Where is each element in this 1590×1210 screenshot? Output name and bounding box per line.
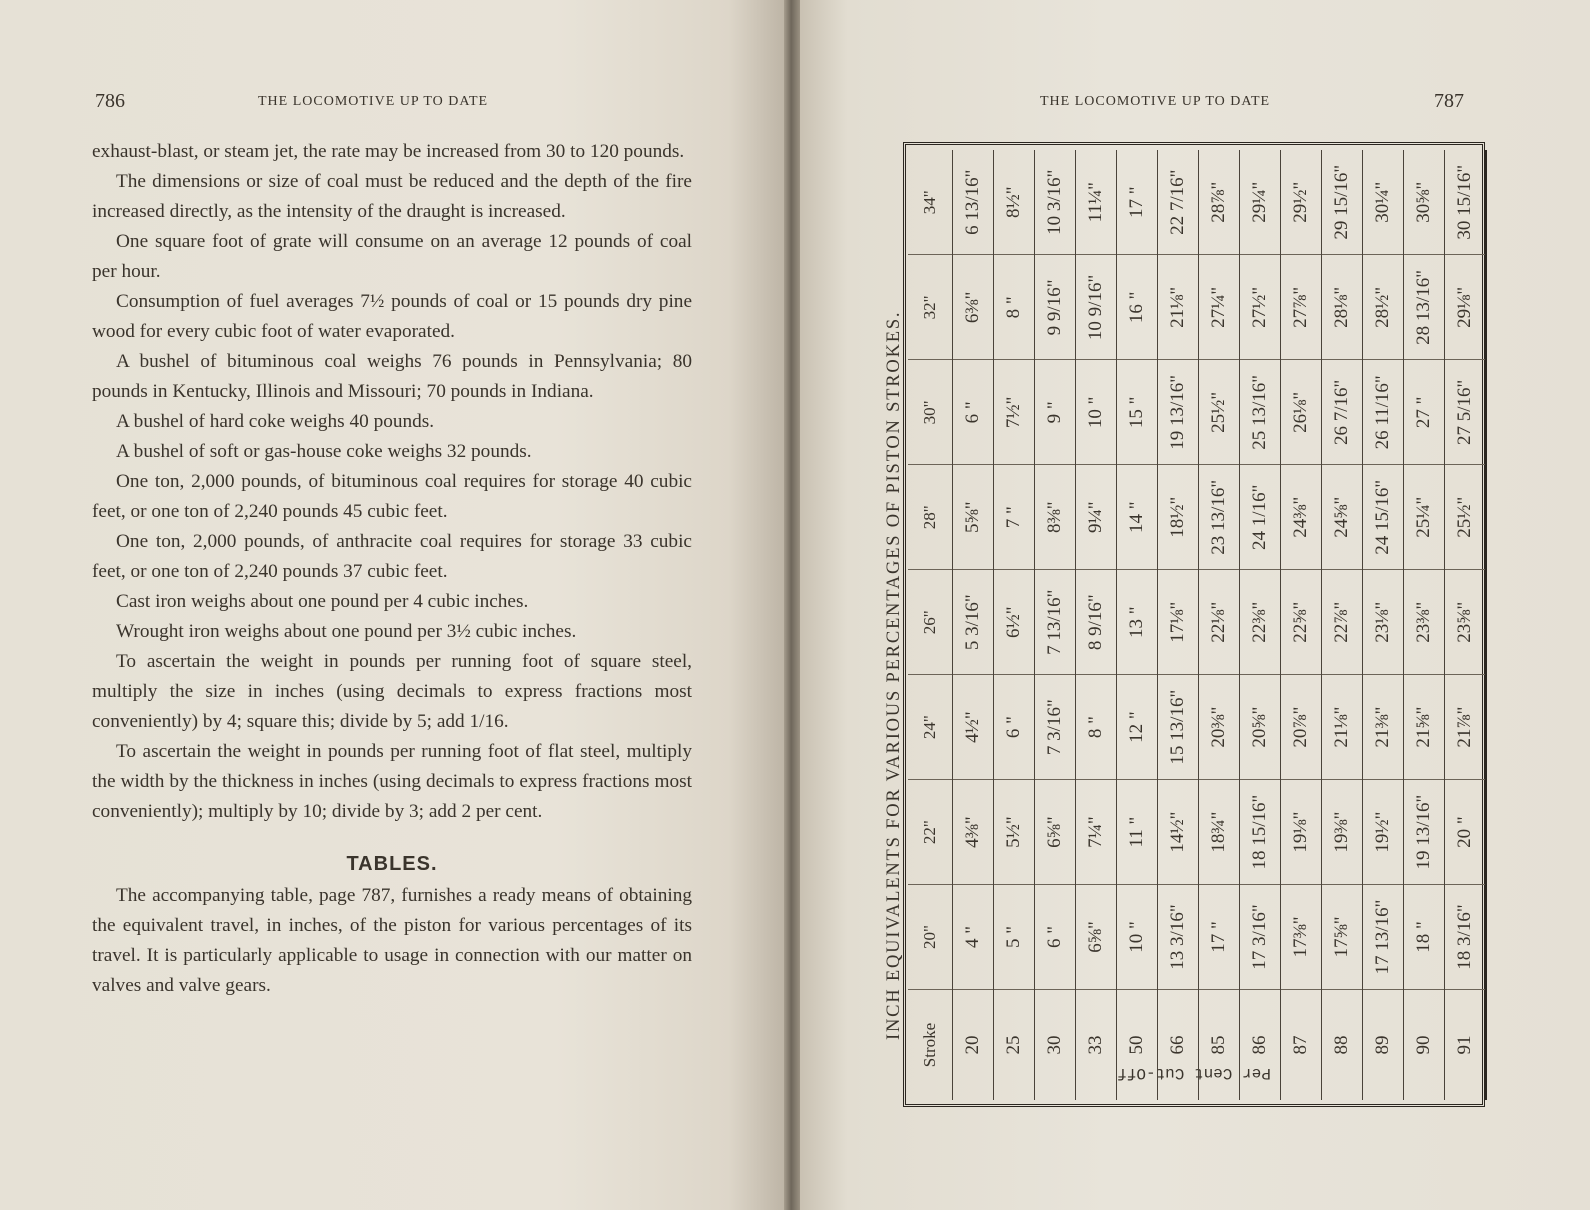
value-cell: 21⅛"	[1158, 255, 1199, 360]
percent-cell: 91	[1445, 990, 1487, 1101]
paragraph: A bushel of hard coke weighs 40 pounds.	[116, 411, 435, 432]
value-cell: 18 "	[1404, 885, 1445, 990]
table-row	[1117, 150, 1158, 1100]
value-cell: 18 3/16"	[1445, 885, 1487, 990]
value-cell: 23⅛"	[1363, 570, 1404, 675]
value-cell: 29½"	[1281, 150, 1322, 255]
column-header: 26"	[908, 570, 953, 675]
value-cell: 7½"	[994, 360, 1035, 465]
paragraph: The accompanying table, page 787, furnishes a ready means of obtaining the equivalent travel, in inches, of the piston for various percentages of its travel. It is particularly applicable to usage in connection with our matter on valves and valve gears.	[92, 885, 692, 996]
value-cell: 21⅞"	[1445, 675, 1487, 780]
column-header: 24"	[908, 675, 953, 780]
percent-cell: 90	[1404, 990, 1445, 1101]
value-cell: 6⅝"	[1035, 780, 1076, 885]
value-cell: 25½"	[1199, 360, 1240, 465]
table-header-row	[908, 150, 953, 1100]
value-cell: 10 3/16"	[1035, 150, 1076, 255]
page-number: 786	[95, 90, 125, 112]
table-row	[1281, 150, 1322, 1100]
value-cell: 25¼"	[1404, 465, 1445, 570]
value-cell: 28 13/16"	[1404, 255, 1445, 360]
value-cell: 22⅞"	[1322, 570, 1363, 675]
paragraph: One square foot of grate will consume on an average 12 pounds of coal per hour.	[92, 231, 692, 282]
value-cell: 4½"	[953, 675, 994, 780]
value-cell: 19 13/16"	[1158, 360, 1199, 465]
value-cell: 5⅝"	[953, 465, 994, 570]
table-row	[1322, 150, 1363, 1100]
running-head: THE LOCOMOTIVE UP TO DATE	[1040, 94, 1271, 109]
book-gutter	[784, 0, 800, 1210]
value-cell: 26 7/16"	[1322, 360, 1363, 465]
value-cell: 19⅛"	[1281, 780, 1322, 885]
table-row	[953, 150, 994, 1100]
value-cell: 8 "	[1076, 675, 1117, 780]
percent-cell: 25	[994, 990, 1035, 1101]
column-header: 28"	[908, 465, 953, 570]
body-text	[92, 137, 692, 1001]
value-cell: 24⅝"	[1322, 465, 1363, 570]
value-cell: 16 "	[1117, 255, 1158, 360]
value-cell: 4⅜"	[953, 780, 994, 885]
value-cell: 27½"	[1240, 255, 1281, 360]
table-row	[1240, 150, 1281, 1100]
table-row	[1158, 150, 1199, 1100]
table-row	[1445, 150, 1487, 1100]
value-cell: 19⅜"	[1322, 780, 1363, 885]
paragraph: One ton, 2,000 pounds, of bituminous coal requires for storage 40 cubic feet, or one ton of 2,240 pounds 45 cubic feet.	[92, 471, 692, 522]
value-cell: 7 3/16"	[1035, 675, 1076, 780]
value-cell: 20⅝"	[1240, 675, 1281, 780]
column-header: 20"	[908, 885, 953, 990]
value-cell: 19 13/16"	[1404, 780, 1445, 885]
percent-cell: 50	[1117, 990, 1158, 1101]
table-row	[1199, 150, 1240, 1100]
value-cell: 6 13/16"	[953, 150, 994, 255]
value-cell: 25 13/16"	[1240, 360, 1281, 465]
value-cell: 9¼"	[1076, 465, 1117, 570]
percent-cell: 20	[953, 990, 994, 1101]
value-cell: 20⅜"	[1199, 675, 1240, 780]
value-cell: 21⅜"	[1363, 675, 1404, 780]
value-cell: 6 "	[1035, 885, 1076, 990]
value-cell: 10 "	[1076, 360, 1117, 465]
paragraph: To ascertain the weight in pounds per running foot of flat steel, multiply the width by the thickness in inches (using decimals to express fractions most conveniently); multiply by 10; divide by 3; add 2 per cent.	[92, 741, 692, 822]
value-cell: 30 15/16"	[1445, 150, 1487, 255]
value-cell: 27¼"	[1199, 255, 1240, 360]
percent-cell: 87	[1281, 990, 1322, 1101]
value-cell: 24 1/16"	[1240, 465, 1281, 570]
section-heading: TABLES.	[346, 853, 438, 875]
value-cell: 22⅝"	[1281, 570, 1322, 675]
value-cell: 29¼"	[1240, 150, 1281, 255]
value-cell: 23⅝"	[1445, 570, 1487, 675]
percent-cell: 88	[1322, 990, 1363, 1101]
value-cell: 4 "	[953, 885, 994, 990]
paragraph: A bushel of bituminous coal weighs 76 pounds in Pennsylvania; 80 pounds in Kentucky, Illinois and Missouri; 70 pounds in Indiana.	[92, 351, 692, 402]
stroke-header: Stroke	[908, 990, 953, 1101]
value-cell: 20 "	[1445, 780, 1487, 885]
paragraph: Consumption of fuel averages 7½ pounds of coal or 15 pounds dry pine wood for every cubic foot of water evaporated.	[92, 291, 692, 342]
value-cell: 6⅝"	[1076, 885, 1117, 990]
value-cell: 17 "	[1117, 150, 1158, 255]
value-cell: 11¼"	[1076, 150, 1117, 255]
value-cell: 6½"	[994, 570, 1035, 675]
column-header: 30"	[908, 360, 953, 465]
value-cell: 7¼"	[1076, 780, 1117, 885]
cutoff-label: Per Cent Cut-Off	[1117, 1064, 1271, 1082]
value-cell: 27 "	[1404, 360, 1445, 465]
value-cell: 17 "	[1199, 885, 1240, 990]
value-cell: 30¼"	[1363, 150, 1404, 255]
value-cell: 15 "	[1117, 360, 1158, 465]
value-cell: 14½"	[1158, 780, 1199, 885]
value-cell: 22 7/16"	[1158, 150, 1199, 255]
value-cell: 5 "	[994, 885, 1035, 990]
table-row	[1363, 150, 1404, 1100]
paragraph: Cast iron weighs about one pound per 4 cubic inches.	[116, 591, 529, 612]
value-cell: 28⅛"	[1322, 255, 1363, 360]
value-cell: 18¾"	[1199, 780, 1240, 885]
percent-cell: 89	[1363, 990, 1404, 1101]
value-cell: 9 "	[1035, 360, 1076, 465]
value-cell: 28⅞"	[1199, 150, 1240, 255]
value-cell: 24⅜"	[1281, 465, 1322, 570]
value-cell: 22⅜"	[1240, 570, 1281, 675]
table-row	[1035, 150, 1076, 1100]
value-cell: 17⅝"	[1322, 885, 1363, 990]
value-cell: 22⅛"	[1199, 570, 1240, 675]
paragraph: To ascertain the weight in pounds per running foot of square steel, multiply the size in inches (using decimals to express fractions most conveniently) by 4; square this; divide by 5; add 1/16.	[92, 651, 692, 732]
column-header: 22"	[908, 780, 953, 885]
value-cell: 26⅛"	[1281, 360, 1322, 465]
percent-cell: 33	[1076, 990, 1117, 1101]
value-cell: 19½"	[1363, 780, 1404, 885]
value-cell: 21⅛"	[1322, 675, 1363, 780]
value-cell: 6⅜"	[953, 255, 994, 360]
value-cell: 14 "	[1117, 465, 1158, 570]
value-cell: 10 9/16"	[1076, 255, 1117, 360]
value-cell: 8½"	[994, 150, 1035, 255]
column-header: 32"	[908, 255, 953, 360]
value-cell: 28½"	[1363, 255, 1404, 360]
value-cell: 29 15/16"	[1322, 150, 1363, 255]
percent-cell: 30	[1035, 990, 1076, 1101]
percent-cell: 66	[1158, 990, 1199, 1101]
column-header: 34"	[908, 150, 953, 255]
value-cell: 20⅞"	[1281, 675, 1322, 780]
value-cell: 7 13/16"	[1035, 570, 1076, 675]
value-cell: 24 15/16"	[1363, 465, 1404, 570]
value-cell: 6 "	[953, 360, 994, 465]
left-page	[0, 0, 792, 1210]
value-cell: 26 11/16"	[1363, 360, 1404, 465]
value-cell: 9 9/16"	[1035, 255, 1076, 360]
value-cell: 23⅜"	[1404, 570, 1445, 675]
value-cell: 6 "	[994, 675, 1035, 780]
value-cell: 15 13/16"	[1158, 675, 1199, 780]
value-cell: 29⅛"	[1445, 255, 1487, 360]
table-title: INCH EQUIVALENTS FOR VARIOUS PERCENTAGES OF PISTON STROKES.	[884, 310, 904, 1040]
right-page	[800, 0, 1590, 1210]
value-cell: 27 5/16"	[1445, 360, 1487, 465]
running-head: THE LOCOMOTIVE UP TO DATE	[258, 94, 489, 109]
page-number: 787	[1434, 90, 1464, 112]
value-cell: 5 3/16"	[953, 570, 994, 675]
value-cell: 8 9/16"	[1076, 570, 1117, 675]
paragraph: A bushel of soft or gas-house coke weighs 32 pounds.	[116, 441, 532, 462]
paragraph: exhaust-blast, or steam jet, the rate may be increased from 30 to 120 pounds.	[92, 141, 685, 162]
value-cell: 18 15/16"	[1240, 780, 1281, 885]
table-row	[1076, 150, 1117, 1100]
table-row	[1404, 150, 1445, 1100]
value-cell: 5½"	[994, 780, 1035, 885]
paragraph: One ton, 2,000 pounds, of anthracite coal requires for storage 33 cubic feet, or one ton of 2,240 pounds 37 cubic feet.	[92, 531, 692, 582]
value-cell: 27⅞"	[1281, 255, 1322, 360]
table-row	[994, 150, 1035, 1100]
value-cell: 17⅛"	[1158, 570, 1199, 675]
value-cell: 10 "	[1117, 885, 1158, 990]
value-cell: 17 13/16"	[1363, 885, 1404, 990]
paragraph: The dimensions or size of coal must be reduced and the depth of the fire increased directly, as the intensity of the draught is increased.	[92, 171, 692, 222]
paragraph: Wrought iron weighs about one pound per 3½ cubic inches.	[116, 621, 577, 642]
value-cell: 17⅜"	[1281, 885, 1322, 990]
value-cell: 25½"	[1445, 465, 1487, 570]
percent-cell: 85	[1199, 990, 1240, 1101]
percent-cell: 86	[1240, 990, 1281, 1101]
value-cell: 8⅜"	[1035, 465, 1076, 570]
value-cell: 17 3/16"	[1240, 885, 1281, 990]
value-cell: 13 3/16"	[1158, 885, 1199, 990]
value-cell: 12 "	[1117, 675, 1158, 780]
value-cell: 23 13/16"	[1199, 465, 1240, 570]
value-cell: 13 "	[1117, 570, 1158, 675]
value-cell: 11 "	[1117, 780, 1158, 885]
value-cell: 8 "	[994, 255, 1035, 360]
piston-stroke-table	[908, 150, 1487, 1100]
value-cell: 21⅝"	[1404, 675, 1445, 780]
value-cell: 7 "	[994, 465, 1035, 570]
value-cell: 30⅝"	[1404, 150, 1445, 255]
value-cell: 18½"	[1158, 465, 1199, 570]
